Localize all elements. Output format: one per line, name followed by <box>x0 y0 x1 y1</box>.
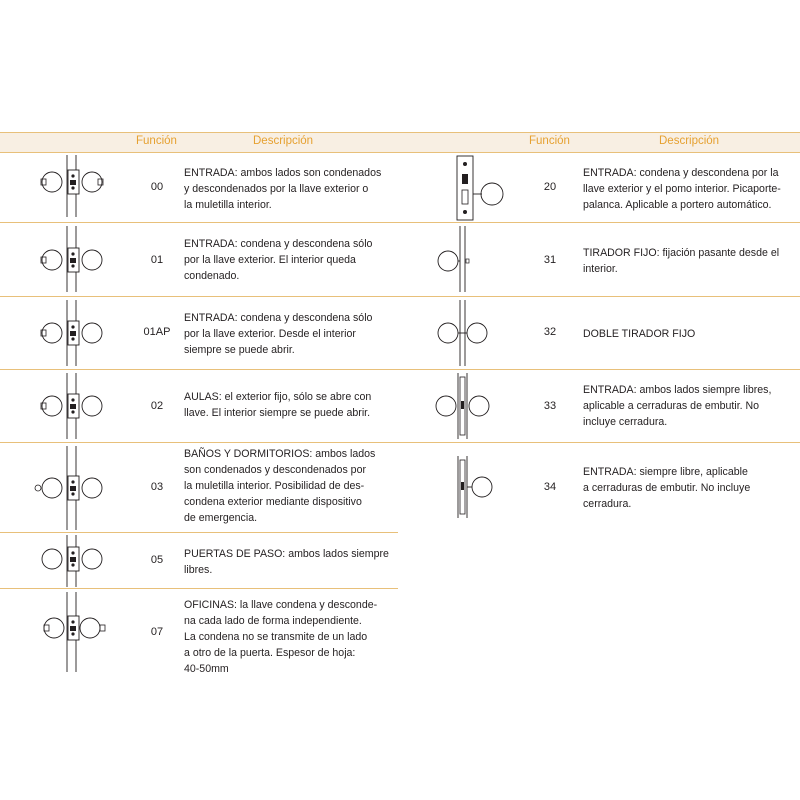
row-divider <box>0 296 800 297</box>
mortise-knob-single-icon <box>448 456 498 518</box>
row-divider <box>0 369 800 370</box>
row-divider <box>0 532 398 533</box>
knob-set-office-icon <box>38 592 128 672</box>
mortise-knob-passage-icon <box>432 373 492 439</box>
function-code: 01AP <box>143 326 171 338</box>
function-description: DOBLE TIRADOR FIJO <box>583 328 696 340</box>
knob-set-key-exterior-icon <box>36 373 126 439</box>
function-code: 34 <box>543 481 557 493</box>
function-code: 00 <box>150 181 164 193</box>
function-description: TIRADOR FIJO: fijación pasante desde el interior. <box>583 247 780 275</box>
function-description: ENTRADA: ambos lados siempre libres, aplicable a cerraduras de embutir. No incluye cerradura. <box>583 384 772 428</box>
fixed-pull-double-icon <box>432 300 492 366</box>
function-code: 31 <box>543 254 557 266</box>
function-code: 02 <box>150 400 164 412</box>
function-description: PUERTAS DE PASO: ambos lados siempre libres. <box>184 548 389 576</box>
row-divider <box>0 588 398 589</box>
function-description: ENTRADA: siempre libre, aplicable a cerraduras de embutir. No incluye cerradura. <box>583 466 751 510</box>
function-code: 32 <box>543 326 557 338</box>
function-description: ENTRADA: condena y descondena por la llave exterior y el pomo interior. Picaporte- palanca. Aplicable a portero automático. <box>583 167 781 211</box>
right-funcion-header: Función <box>529 135 570 147</box>
row-divider <box>0 442 800 443</box>
function-code: 20 <box>543 181 557 193</box>
knob-set-key-exterior-icon <box>36 226 126 292</box>
knob-set-key-exterior-icon <box>36 300 126 366</box>
row-divider <box>0 222 800 223</box>
function-description: ENTRADA: condena y descondena sólo por la llave exterior. Desde el interior siempre se puede abrir. <box>184 312 373 356</box>
knob-set-emergency-icon <box>30 446 126 530</box>
right-descripcion-header: Descripción <box>659 135 720 147</box>
knob-set-passage-icon <box>36 535 126 587</box>
function-code: 33 <box>543 400 557 412</box>
fixed-pull-single-icon <box>432 226 492 292</box>
mortise-lock-knob-icon <box>452 152 512 224</box>
function-description: ENTRADA: condena y descondena sólo por la llave exterior. El interior queda condenado. <box>184 238 373 282</box>
function-description: BAÑOS Y DORMITORIOS: ambos lados son condenados y descondenados por la muletilla interior. Posibilidad de des- condena exterior mediante dispositivo de emergencia. <box>184 448 376 524</box>
left-funcion-header: Función <box>136 135 177 147</box>
left-descripcion-header: Descripción <box>253 135 314 147</box>
function-code: 03 <box>150 481 164 493</box>
function-code: 01 <box>150 254 164 266</box>
function-description: OFICINAS: la llave condena y desconde- na cada lado de forma independiente. La condena no se transmite de un lado a otro de la puerta. Espesor de hoja: 40-50mm <box>184 599 378 675</box>
function-code: 05 <box>150 554 164 566</box>
function-description: AULAS: el exterior fijo, sólo se abre con llave. El interior siempre se puede abrir. <box>184 391 372 419</box>
function-code: 07 <box>150 626 164 638</box>
function-description: ENTRADA: ambos lados son condenados y descondenados por la llave exterior o la muletilla interior. <box>184 167 382 211</box>
knob-set-two-keys-icon <box>36 155 126 217</box>
